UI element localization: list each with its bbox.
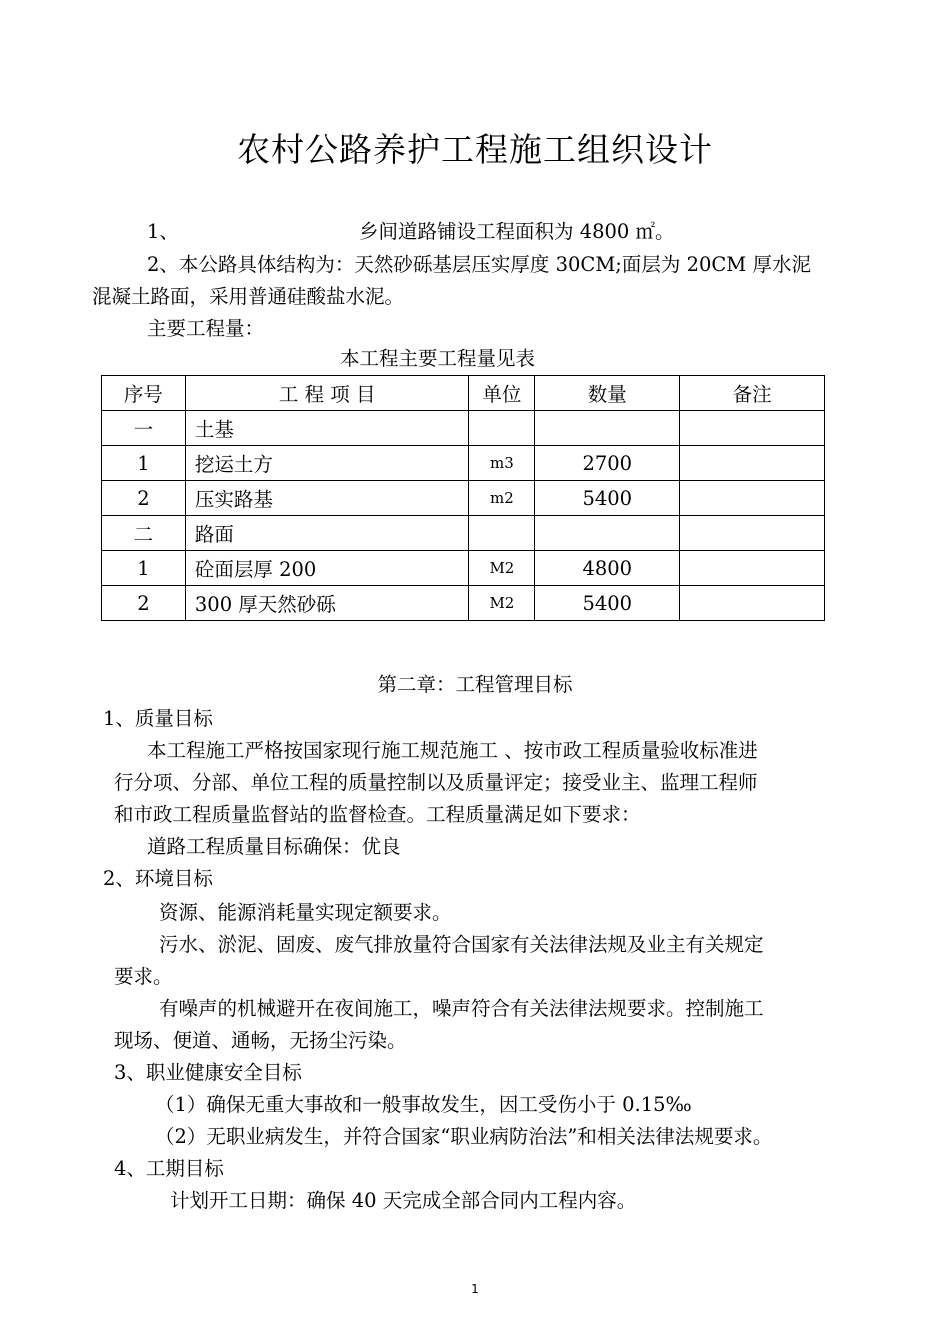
row-index: 二 <box>102 516 186 551</box>
row-quantity: 4800 <box>535 551 680 586</box>
row-remark <box>680 586 825 621</box>
environment-paragraph-line: 要求。 <box>114 965 173 988</box>
header-cell: 单位 <box>469 376 535 411</box>
row-unit: M2 <box>469 586 535 621</box>
row-quantity: 2700 <box>535 446 680 481</box>
row-quantity: 5400 <box>535 586 680 621</box>
intro-line1-text: 乡间道路铺设工程面积为 4800 ㎡。 <box>359 220 675 243</box>
quality-paragraph-line: 行分项、分部、单位工程的质量控制以及质量评定；接受业主、监理工程师 <box>114 771 758 794</box>
table-row <box>102 551 825 586</box>
table-row <box>102 411 825 446</box>
row-item: 300 厚天然砂砾 <box>185 586 469 621</box>
table-caption: 本工程主要工程量见表 <box>339 347 535 370</box>
row-index: 2 <box>102 481 186 516</box>
row-item: 砼面层厚 200 <box>185 551 469 586</box>
section-title-environment: 2、环境目标 <box>103 867 213 890</box>
row-item: 路面 <box>185 516 469 551</box>
quality-paragraph-line: 本工程施工严格按国家现行施工规范施工 、按市政工程质量验收标准进 <box>147 739 758 762</box>
section-title-safety: 3、职业健康安全目标 <box>114 1061 302 1084</box>
quantities-table <box>101 375 825 621</box>
table-row <box>102 446 825 481</box>
header-cell: 备注 <box>680 376 825 411</box>
chapter-heading: 第二章：工程管理目标 <box>377 673 573 696</box>
table-row <box>102 586 825 621</box>
row-remark <box>680 411 825 446</box>
row-item: 压实路基 <box>185 481 469 516</box>
row-unit: m2 <box>469 481 535 516</box>
section-title-schedule: 4、工期目标 <box>114 1157 224 1180</box>
row-index: 2 <box>102 586 186 621</box>
row-item: 土基 <box>185 411 469 446</box>
environment-paragraph-line: 有噪声的机械避开在夜间施工，噪声符合有关法律法规要求。控制施工 <box>159 997 764 1020</box>
row-quantity <box>535 411 680 446</box>
header-cell: 数量 <box>535 376 680 411</box>
safety-item: （1）确保无重大事故和一般事故发生，因工受伤小于 0.15‰ <box>155 1093 692 1116</box>
row-remark <box>680 446 825 481</box>
row-index: 1 <box>102 446 186 481</box>
quality-target: 道路工程质量目标确保：优良 <box>147 835 401 858</box>
header-cell: 工 程 项 目 <box>185 376 469 411</box>
safety-item: （2）无职业病发生，并符合国家“职业病防治法”和相关法律法规要求。 <box>155 1125 773 1148</box>
environment-paragraph-line: 现场、便道、通畅，无扬尘污染。 <box>114 1029 407 1052</box>
row-remark <box>680 551 825 586</box>
row-index: 1 <box>102 551 186 586</box>
row-quantity: 5400 <box>535 481 680 516</box>
environment-paragraph-line: 污水、淤泥、固废、废气排放量符合国家有关法律法规及业主有关规定 <box>159 933 764 956</box>
intro-line1-number: 1、 <box>147 220 179 243</box>
row-unit <box>469 411 535 446</box>
section-title-quality: 1、质量目标 <box>103 707 213 730</box>
document-title: 农村公路养护工程施工组织设计 <box>237 130 713 169</box>
page-number: 1 <box>471 1282 479 1296</box>
row-remark <box>680 516 825 551</box>
row-item: 挖运土方 <box>185 446 469 481</box>
row-unit <box>469 516 535 551</box>
table-row <box>102 481 825 516</box>
row-index: 一 <box>102 411 186 446</box>
schedule-paragraph: 计划开工日期：确保 40 天完成全部合同内工程内容。 <box>170 1189 637 1212</box>
table-row <box>102 516 825 551</box>
intro-line2: 2、本公路具体结构为：天然砂砾基层压实厚度 30CM;面层为 20CM 厚水泥 <box>147 253 811 276</box>
environment-paragraph-line: 资源、能源消耗量实现定额要求。 <box>159 901 452 924</box>
row-unit: m3 <box>469 446 535 481</box>
row-quantity <box>535 516 680 551</box>
quality-paragraph-line: 和市政工程质量监督站的监督检查。工程质量满足如下要求： <box>114 803 641 826</box>
row-remark <box>680 481 825 516</box>
header-cell: 序号 <box>102 376 186 411</box>
table-header-row <box>102 376 825 411</box>
intro-line2-cont: 混凝土路面，采用普通硅酸盐水泥。 <box>92 285 405 308</box>
main-quantities-label: 主要工程量： <box>147 317 265 340</box>
row-unit: M2 <box>469 551 535 586</box>
